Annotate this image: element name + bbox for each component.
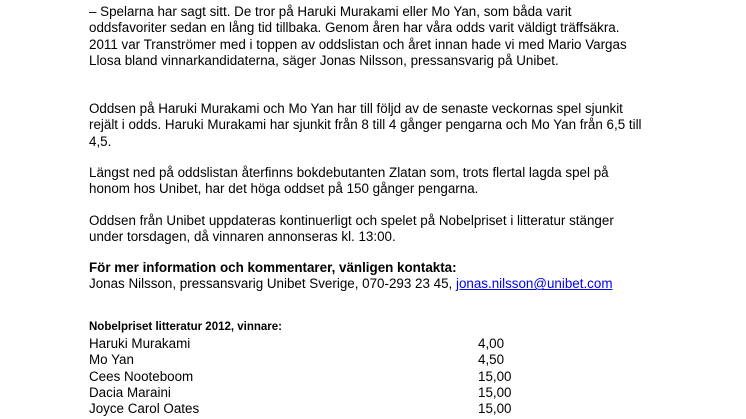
odds-row-name: Joyce Carol Oates [89,401,200,417]
odds-row [89,336,589,352]
odds-row-value: 15,00 [478,401,512,417]
quote-paragraph: – Spelarna har sagt sitt. De tror på Haruki Murakami eller Mo Yan, som båda varit oddsfavoriter sedan en lång tid tillbaka. Genom åren har våra odds varit väldigt träffsäkra. 2011 var Tranströmer med i toppen av oddslistan och året innan hade vi med Mario Vargas Llosa bland vinnarkandidaterna, säger Jonas Nilsson, pressansvarig på Unibet. [89,4,627,68]
odds-list [89,320,589,417]
contact-email-link[interactable]: jonas.nilsson@unibet.com [455,276,613,292]
odds-row-value: 4,50 [478,352,505,368]
odds-row-value: 4,00 [478,336,505,351]
odds-row-name: Dacia Maraini [89,384,171,400]
contact-heading: För mer information och kommentarer, vänligen kontakta: [89,260,457,275]
odds-row-name: Cees Nooteboom [89,368,194,384]
contact-text: Jonas Nilsson, pressansvarig Unibet Sverige, 070-293 23 45, [89,276,456,292]
contact-block [89,260,649,293]
odds-drop-paragraph: Oddsen på Haruki Murakami och Mo Yan har till följd av de senaste veckornas spel sjunkit rejält i odds. Haruki Murakami har sjunkit från 8 till 4 gånger pengarna och Mo Yan från 6,5 till 4,5. [89,101,642,149]
odds-row-value: 15,00 [478,368,512,384]
odds-row [89,352,589,368]
odds-row [89,385,589,401]
odds-row-name: Mo Yan [89,352,134,368]
odds-list-title: Nobelpriset litteratur 2012, vinnare: [89,321,283,333]
update-paragraph: Oddsen från Unibet uppdateras kontinuerligt och spelet på Nobelpriset i litteratur stänger under torsdagen, då vinnaren annonseras kl. 13:00. [89,213,614,245]
odds-row-value: 15,00 [478,384,512,400]
zlatan-paragraph: Längst ned på oddslistan återfinns bokdebutanten Zlatan som, trots flertal lagda spel på honom hos Unibet, har det höga oddset på 150 gånger pengarna. [89,165,609,197]
odds-row-name: Haruki Murakami [89,336,191,351]
odds-row [89,369,589,385]
odds-row [89,401,589,417]
